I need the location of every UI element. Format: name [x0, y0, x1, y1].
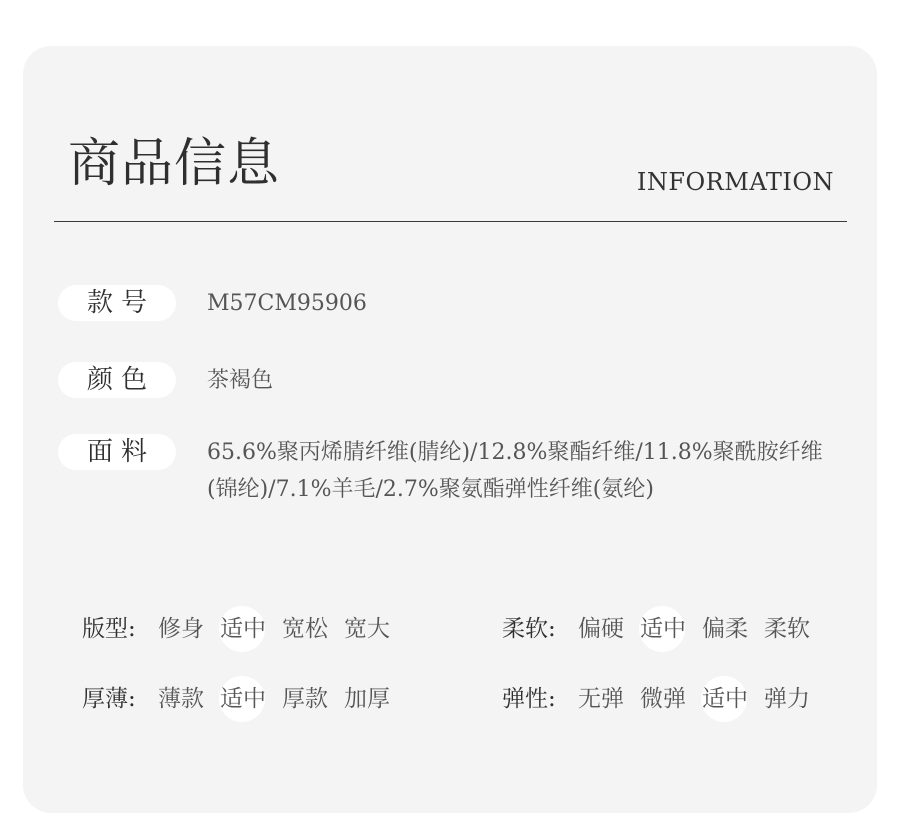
attr-option: 柔软 — [764, 616, 810, 642]
page-title: 商品信息 — [68, 134, 281, 194]
attr-label: 弹性: — [502, 686, 556, 712]
detail-value: 65.6%聚丙烯腈纤维(腈纶)/12.8%聚酯纤维/11.8%聚酰胺纤维(锦纶)/7.1%羊毛/2.7%聚氨酯弹性纤维(氨纶) — [207, 440, 823, 502]
attr-option: 偏柔 — [702, 616, 748, 642]
attr-option: 宽松 — [282, 616, 328, 642]
detail-label: 面料 — [86, 437, 155, 467]
attr-option: 薄款 — [158, 686, 204, 712]
attr-option: 无弹 — [578, 686, 624, 712]
attr-option: 加厚 — [344, 686, 390, 712]
detail-label: 颜色 — [86, 365, 155, 395]
attr-option: 修身 — [158, 616, 204, 642]
attr-option: 厚款 — [282, 686, 328, 712]
attr-option-selected: 适中 — [638, 612, 688, 646]
attr-option-selected: 适中 — [218, 682, 268, 716]
detail-value: M57CM95906 — [207, 291, 367, 316]
detail-label: 款号 — [86, 288, 155, 318]
attr-option: 微弹 — [640, 686, 686, 712]
attr-option-selected: 适中 — [218, 612, 268, 646]
page-subtitle: INFORMATION — [636, 168, 834, 196]
attr-label: 柔软: — [502, 616, 556, 642]
attr-option: 宽大 — [344, 616, 390, 642]
attr-label: 厚薄: — [82, 686, 136, 712]
detail-value: 茶褐色 — [207, 368, 274, 393]
attr-option-selected: 适中 — [700, 682, 750, 716]
title-divider — [54, 221, 847, 222]
attr-option: 偏硬 — [578, 616, 624, 642]
attr-option: 弹力 — [764, 686, 810, 712]
attr-label: 版型: — [82, 616, 136, 642]
